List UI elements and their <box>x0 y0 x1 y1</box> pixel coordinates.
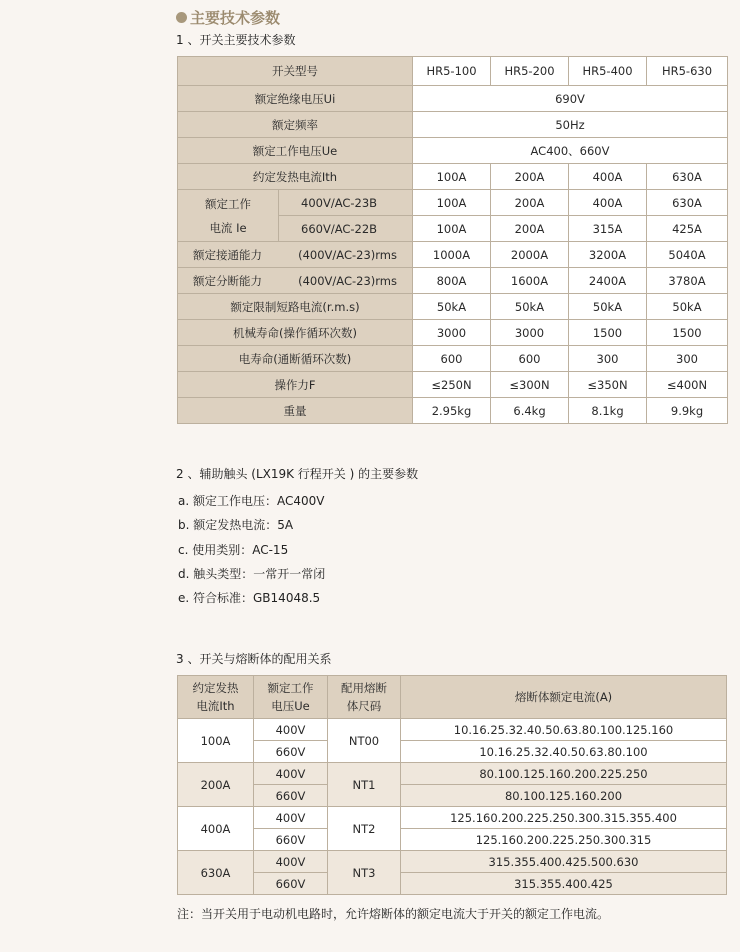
table-row <box>178 294 728 320</box>
ue-value: AC400、660V <box>413 138 728 164</box>
group-fuse: 10.16.25.32.40.50.63.80.100 <box>401 741 727 763</box>
table-row <box>178 138 728 164</box>
table-row <box>178 785 727 807</box>
group-fuse: 125.160.200.225.250.300.315.355.400 <box>401 807 727 829</box>
subtitle-fuse-match: 3 、开关与熔断体的配用关系 <box>176 652 332 666</box>
group-ue: 660V <box>254 873 328 895</box>
ith-cell: 630A <box>647 164 728 190</box>
freq-value: 50Hz <box>413 112 728 138</box>
make-label-text: 额定接通能力 <box>193 247 262 262</box>
ith-cell: 100A <box>413 164 491 190</box>
group-fuse: 10.16.25.32.40.50.63.80.100.125.160 <box>401 719 727 741</box>
force-cell: ≤250N <box>413 372 491 398</box>
weight-label: 重量 <box>178 398 413 424</box>
table-row <box>178 851 727 873</box>
make-cell: 3200A <box>569 242 647 268</box>
group-fuse: 315.355.400.425.500.630 <box>401 851 727 873</box>
section-title <box>176 7 280 28</box>
elec-cell: 300 <box>647 346 728 372</box>
group-ith: 200A <box>178 763 254 807</box>
elec-cell: 600 <box>491 346 569 372</box>
weight-cell: 8.1kg <box>569 398 647 424</box>
subtitle-switch-params: 1 、开关主要技术参数 <box>176 33 296 47</box>
weight-cell: 9.9kg <box>647 398 728 424</box>
table-row <box>178 57 728 86</box>
break-cell: 1600A <box>491 268 569 294</box>
elec-cell: 300 <box>569 346 647 372</box>
model-cell: HR5-200 <box>491 57 569 86</box>
sc-cell: 50kA <box>413 294 491 320</box>
ie-label-line2: 电流 Ie <box>209 220 247 235</box>
ie660-cell: 425A <box>647 216 728 242</box>
force-cell: ≤350N <box>569 372 647 398</box>
header-ith-line2: 电流Ith <box>196 699 235 713</box>
section-title-text: 主要技术参数 <box>190 9 281 27</box>
ie-label-line1: 额定工作 <box>205 196 251 211</box>
mech-cell: 3000 <box>491 320 569 346</box>
mech-cell: 1500 <box>569 320 647 346</box>
ue-label: 额定工作电压Ue <box>178 138 413 164</box>
fuse-match-table <box>177 675 727 895</box>
ith-label: 约定发热电流Ith <box>178 164 413 190</box>
ie400-cell: 630A <box>647 190 728 216</box>
table-row <box>178 873 727 895</box>
make-label <box>178 242 413 268</box>
model-cell: HR5-100 <box>413 57 491 86</box>
header-ith-line1: 约定发热 <box>192 681 239 695</box>
sc-cell: 50kA <box>491 294 569 320</box>
header-ue <box>254 676 328 719</box>
header-ue-line2: 电压Ue <box>271 699 310 713</box>
table-row <box>178 242 728 268</box>
group-size: NT00 <box>328 719 401 763</box>
elec-cell: 600 <box>413 346 491 372</box>
ie-label <box>178 190 279 242</box>
make-cond: (400V/AC-23)rms <box>298 247 397 262</box>
table-row <box>178 190 728 216</box>
group-size: NT3 <box>328 851 401 895</box>
switch-params-table <box>177 56 728 424</box>
header-ue-line1: 额定工作 <box>267 681 314 695</box>
table-row <box>178 398 728 424</box>
subtitle-aux-contacts: 2 、辅助触头 (LX19K 行程开关 ) 的主要参数 <box>176 467 419 481</box>
group-size: NT2 <box>328 807 401 851</box>
footnote: 注：当开关用于电动机电路时，允许熔断体的额定电流大于开关的额定工作电流。 <box>177 907 610 921</box>
group-ue: 400V <box>254 763 328 785</box>
make-cell: 2000A <box>491 242 569 268</box>
table-row <box>178 268 728 294</box>
ie400-cell: 200A <box>491 190 569 216</box>
list-item: e. 符合标准：GB14048.5 <box>178 591 321 605</box>
force-cell: ≤300N <box>491 372 569 398</box>
list-item: b. 额定发热电流：5A <box>178 518 294 532</box>
group-ith: 100A <box>178 719 254 763</box>
group-ue: 400V <box>254 807 328 829</box>
list-item: d. 触头类型：一常开一常闭 <box>178 567 326 581</box>
make-cell: 5040A <box>647 242 728 268</box>
table-row <box>178 763 727 785</box>
break-label-text: 额定分断能力 <box>193 273 262 288</box>
table-row <box>178 320 728 346</box>
group-ith: 400A <box>178 807 254 851</box>
group-ue: 660V <box>254 741 328 763</box>
header-ith <box>178 676 254 719</box>
table-row <box>178 719 727 741</box>
table-row <box>178 346 728 372</box>
table-row <box>178 372 728 398</box>
group-ue: 660V <box>254 785 328 807</box>
force-cell: ≤400N <box>647 372 728 398</box>
ie660-cell: 200A <box>491 216 569 242</box>
weight-cell: 6.4kg <box>491 398 569 424</box>
break-label <box>178 268 413 294</box>
model-cell: HR5-630 <box>647 57 728 86</box>
group-fuse: 315.355.400.425 <box>401 873 727 895</box>
break-cell: 2400A <box>569 268 647 294</box>
table-row <box>178 741 727 763</box>
ie660-cell: 100A <box>413 216 491 242</box>
sc-cell: 50kA <box>647 294 728 320</box>
ith-cell: 400A <box>569 164 647 190</box>
table-row <box>178 86 728 112</box>
header-size-line2: 体尺码 <box>346 699 382 713</box>
table-row <box>178 807 727 829</box>
freq-label: 额定频率 <box>178 112 413 138</box>
break-cell: 800A <box>413 268 491 294</box>
group-ue: 400V <box>254 719 328 741</box>
weight-cell: 2.95kg <box>413 398 491 424</box>
mech-cell: 1500 <box>647 320 728 346</box>
group-ue: 400V <box>254 851 328 873</box>
sc-cell: 50kA <box>569 294 647 320</box>
mech-label: 机械寿命(操作循环次数) <box>178 320 413 346</box>
list-item: c. 使用类别：AC-15 <box>178 543 289 557</box>
elec-label: 电寿命(通断循环次数) <box>178 346 413 372</box>
group-fuse: 125.160.200.225.250.300.315 <box>401 829 727 851</box>
ie660-label: 660V/AC-22B <box>279 216 413 242</box>
ui-label: 额定绝缘电压Ui <box>178 86 413 112</box>
mech-cell: 3000 <box>413 320 491 346</box>
list-item: a. 额定工作电压：AC400V <box>178 494 325 508</box>
group-fuse: 80.100.125.160.200 <box>401 785 727 807</box>
header-size <box>328 676 401 719</box>
model-cell: HR5-400 <box>569 57 647 86</box>
break-cell: 3780A <box>647 268 728 294</box>
group-size: NT1 <box>328 763 401 807</box>
ui-value: 690V <box>413 86 728 112</box>
ie400-label: 400V/AC-23B <box>279 190 413 216</box>
sc-label: 额定限制短路电流(r.m.s) <box>178 294 413 320</box>
ie400-cell: 400A <box>569 190 647 216</box>
header-fuse: 熔断体额定电流(A) <box>401 676 727 719</box>
table-row <box>178 829 727 851</box>
model-label: 开关型号 <box>178 57 413 86</box>
force-label: 操作力F <box>178 372 413 398</box>
table-row <box>178 676 727 719</box>
table-row <box>178 164 728 190</box>
make-cell: 1000A <box>413 242 491 268</box>
header-size-line1: 配用熔断 <box>341 681 387 695</box>
group-fuse: 80.100.125.160.200.225.250 <box>401 763 727 785</box>
bullet-dot-icon <box>176 12 187 23</box>
group-ue: 660V <box>254 829 328 851</box>
group-ith: 630A <box>178 851 254 895</box>
ith-cell: 200A <box>491 164 569 190</box>
ie400-cell: 100A <box>413 190 491 216</box>
ie660-cell: 315A <box>569 216 647 242</box>
break-cond: (400V/AC-23)rms <box>298 273 397 288</box>
table-row <box>178 112 728 138</box>
